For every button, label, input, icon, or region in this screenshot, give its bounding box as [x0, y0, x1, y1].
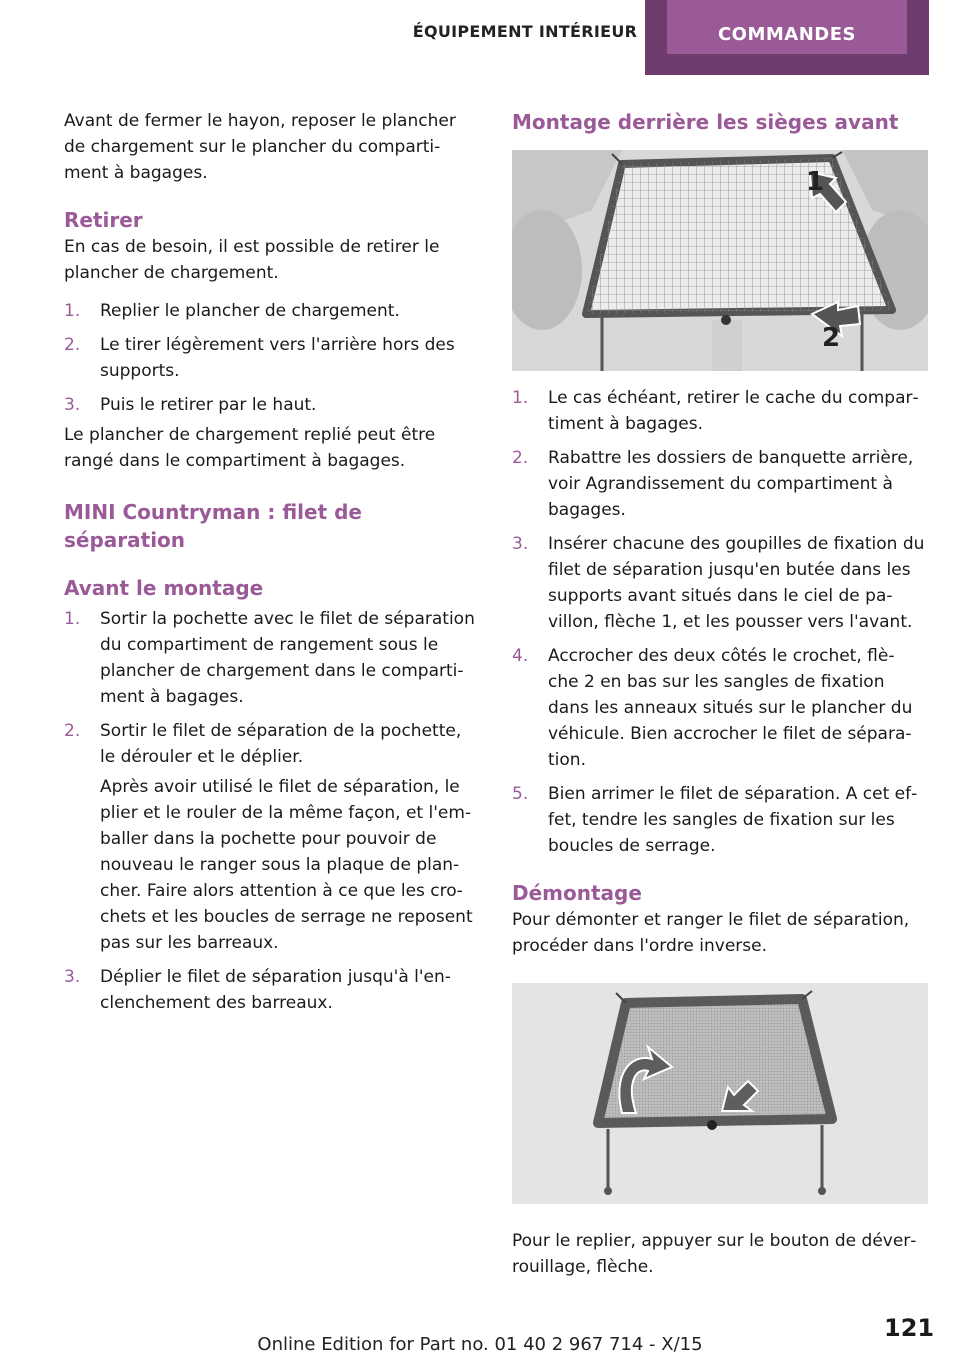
- list-item: 3. Insérer chacune des goupilles de fixation du filet de séparation jusqu'en butée dans les supports avant situés dans le ciel de pa‐ villon, flèche 1, et les pousser vers l'avant.: [512, 534, 925, 632]
- list-item: 4. Accrocher des deux côtés le crochet, flè‐ che 2 en bas sur les sangles de fixation dans les anneaux situés sur le plancher du véhicule. Bien accrocher le filet de sépara‐ tion.: [512, 646, 913, 770]
- demontage-paragraph: Pour démonter et ranger le filet de séparation, procéder dans l'ordre inverse.: [512, 910, 910, 956]
- list-item: 2. Rabattre les dossiers de banquette arrière, voir Agrandissement du compartiment à bagages.: [512, 448, 914, 520]
- retirer-steps: [64, 298, 480, 418]
- list-item: 3. Déplier le filet de séparation jusqu'à l'en‐ clenchement des barreaux.: [64, 967, 451, 1013]
- avant-steps: [64, 606, 480, 1016]
- demontage-heading: Démontage: [512, 881, 642, 905]
- net-folding-figure: [512, 983, 928, 1204]
- list-item: 2. Le tirer légèrement vers l'arrière hors des supports.: [64, 335, 455, 381]
- list-item: 3. Puis le retirer par le haut.: [64, 395, 317, 415]
- right-column: [512, 108, 928, 1280]
- replier-paragraph: Pour le replier, appuyer sur le bouton de déver‐ rouillage, flèche.: [512, 1231, 917, 1277]
- net-folding-illustration: [512, 983, 928, 1204]
- countryman-heading: MINI Countryman : filet de séparation: [64, 500, 362, 552]
- net-installation-figure: [512, 150, 928, 371]
- chapter-tab-label: COMMANDES: [667, 0, 907, 54]
- section-title: ÉQUIPEMENT INTÉRIEUR: [412, 22, 638, 41]
- montage-steps: [512, 385, 928, 859]
- list-item: 1. Le cas échéant, retirer le cache du compar‐ timent à bagages.: [512, 388, 919, 434]
- left-column: [64, 108, 480, 1016]
- list-item-note: Après avoir utilisé le filet de séparation, le plier et le rouler de la même façon, et l'em‐ baller dans la pochette pour pouvoir de nouveau le ranger sous la plaque de plan‐ cher. Faire alors attention à ce que les cro‐ chets et les boucles de serrage ne reposent pas sur les barreaux.: [100, 777, 473, 953]
- chapter-tab: [645, 0, 929, 75]
- net-installation-illustration: [512, 150, 928, 371]
- svg-text:2: 2: [822, 323, 841, 353]
- list-item: 2. Sortir le filet de séparation de la pochette, le dérouler et le déplier. Après avoir utilisé le filet de séparation, le plier et le rouler de la même façon, et l'em‐ baller dans la pochette pour pouvoir de nouveau le ranger sous la plaque de plan‐ cher. Faire alors attention à ce que les cro‐ chets et les boucles de serrage ne reposent pas sur les barreaux.: [64, 718, 480, 956]
- retirer-paragraph: En cas de besoin, il est possible de retirer le plancher de chargement.: [64, 237, 440, 283]
- avant-montage-heading: Avant le montage: [64, 576, 264, 600]
- page-number: 121: [884, 1314, 935, 1342]
- edition-footer: Online Edition for Part no. 01 40 2 967 714 - X/15: [257, 1334, 703, 1355]
- montage-heading: Montage derrière les sièges avant: [512, 110, 899, 134]
- list-item: 5. Bien arrimer le filet de séparation. A cet ef‐ fet, tendre les sangles de fixation sur les boucles de serrage.: [512, 784, 918, 856]
- retirer-after-paragraph: Le plancher de chargement replié peut être rangé dans le compartiment à bagages.: [64, 425, 436, 471]
- retirer-heading: Retirer: [64, 208, 143, 232]
- svg-text:1: 1: [806, 167, 825, 197]
- list-item: 1. Sortir la pochette avec le filet de séparation du compartiment de rangement sous le plancher de chargement dans le comparti‐ ment à bagages.: [64, 609, 475, 707]
- intro-paragraph: Avant de fermer le hayon, reposer le plancher de chargement sur le plancher du comparti‐ ment à bagages.: [64, 111, 456, 183]
- list-item: 1. Replier le plancher de chargement.: [64, 301, 400, 321]
